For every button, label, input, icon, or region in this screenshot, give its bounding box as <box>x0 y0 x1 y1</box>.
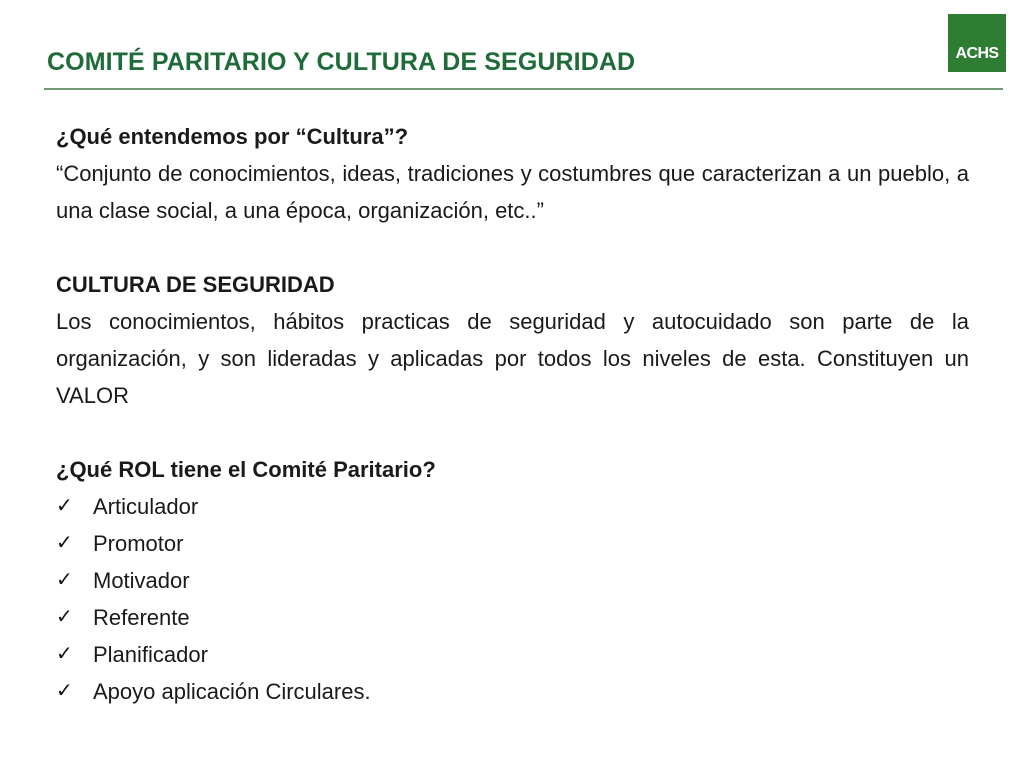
title-divider <box>44 88 1003 90</box>
safety-culture-heading: CULTURA DE SEGURIDAD <box>56 272 335 297</box>
list-item-label: Referente <box>93 605 190 630</box>
list-item <box>56 599 969 636</box>
checkmark-icon: ✓ <box>56 680 73 702</box>
culture-question-heading: ¿Qué entendemos por “Cultura”? <box>56 124 409 149</box>
role-checklist <box>56 488 969 710</box>
list-item <box>56 525 969 562</box>
safety-culture-text: Los conocimientos, hábitos practicas de seguridad y autocuidado son parte de la organización, y son lideradas y aplicadas por todos los niveles de esta. Constituyen un VALOR <box>56 309 969 408</box>
list-item <box>56 636 969 673</box>
checkmark-icon: ✓ <box>56 532 73 554</box>
list-item-label: Planificador <box>93 642 208 667</box>
list-item-label: Promotor <box>93 531 184 556</box>
list-item <box>56 562 969 599</box>
list-item-label: Motivador <box>93 568 190 593</box>
checkmark-icon: ✓ <box>56 495 73 517</box>
checkmark-icon: ✓ <box>56 606 73 628</box>
checkmark-icon: ✓ <box>56 569 73 591</box>
spacer <box>56 414 969 451</box>
list-item <box>56 488 969 525</box>
checkmark-icon: ✓ <box>56 643 73 665</box>
spacer <box>56 229 969 266</box>
culture-definition: “Conjunto de conocimientos, ideas, tradiciones y costumbres que caracterizan a un pueblo, a una clase social, a una época, organización, etc..” <box>56 161 969 223</box>
slide-title: COMITÉ PARITARIO Y CULTURA DE SEGURIDAD <box>47 48 636 76</box>
list-item-label: Articulador <box>93 494 199 519</box>
list-item <box>56 673 969 710</box>
achs-logo <box>948 14 1006 72</box>
list-item-label: Apoyo aplicación Circulares. <box>93 679 371 704</box>
committee-role-heading: ¿Qué ROL tiene el Comité Paritario? <box>56 457 436 482</box>
logo-text: ACHS <box>955 45 999 62</box>
slide-body <box>56 118 969 710</box>
